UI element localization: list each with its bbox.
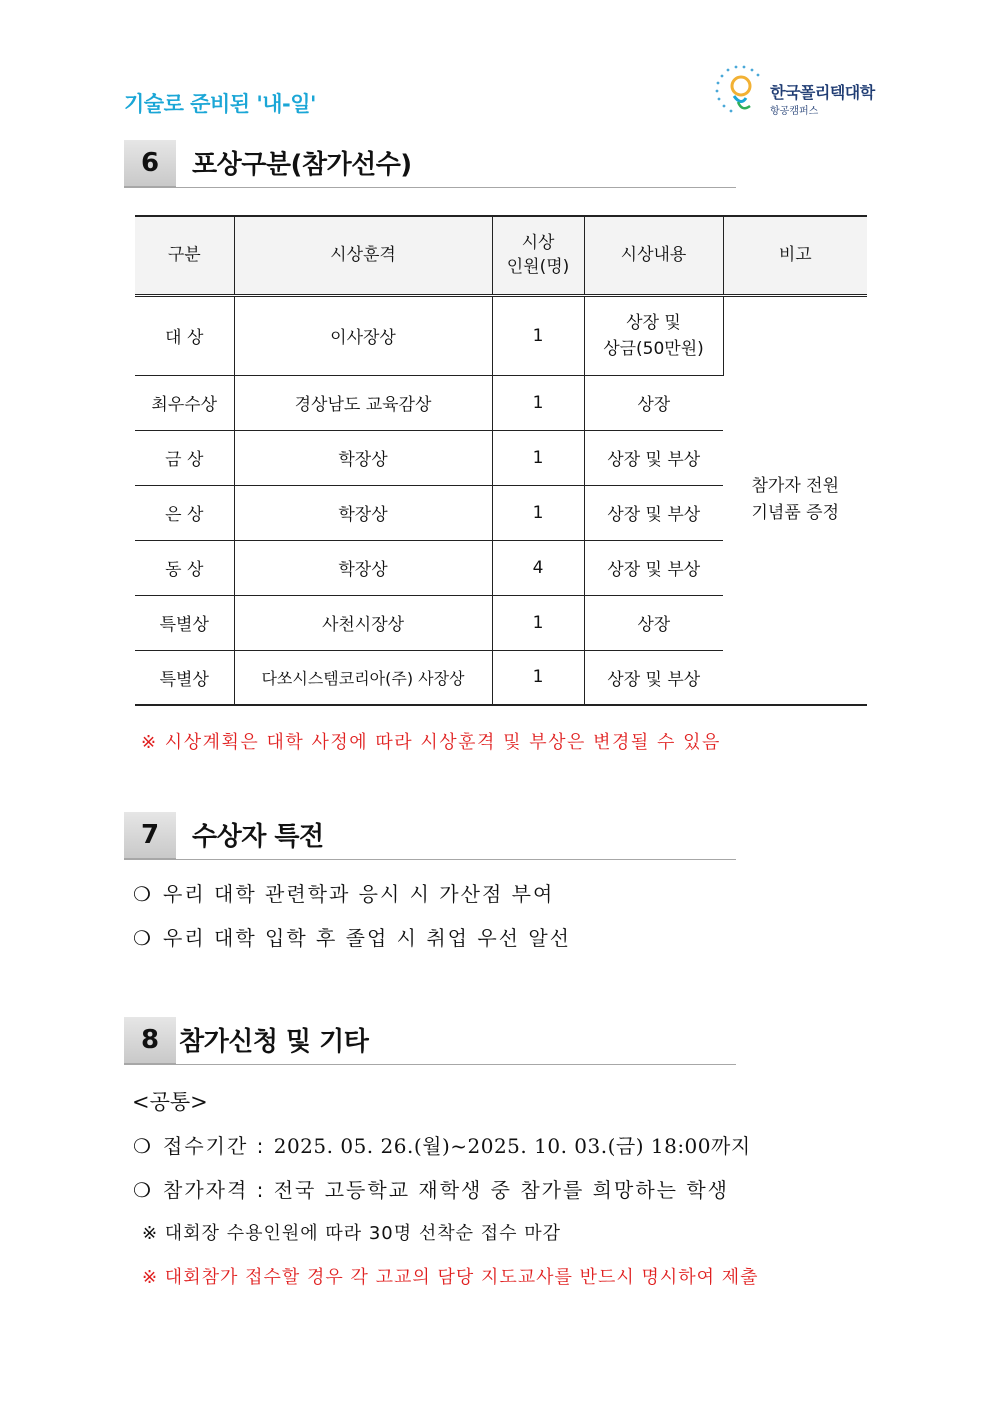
row-honor: 학장상 [234,540,492,595]
row-content: 상장 및 부상 [584,540,723,595]
circle-bullet-icon: ❍ [133,926,151,950]
header-category: 구분 [135,216,234,295]
row-category: 특별상 [135,595,234,650]
row-honor: 이사장상 [234,295,492,375]
section-underline [176,859,736,860]
row-content: 상장 및 부상 [584,430,723,485]
circle-bullet-icon: ❍ [133,1134,151,1158]
row-count: 4 [492,540,584,595]
row-honor: 학장상 [234,485,492,540]
row-count: 1 [492,485,584,540]
row-category: 은 상 [135,485,234,540]
section-number: 7 [124,812,176,860]
row-remark: 참가자 전원 기념품 증정 [723,295,867,705]
row-category: 최우수상 [135,375,234,430]
circle-bullet-icon: ❍ [133,1178,151,1202]
row-content: 상장 및 부상 [584,485,723,540]
college-logo [712,62,882,118]
header-slogan: 기술로 준비된 '내-일' [124,92,316,116]
application-eligibility: ❍ 참가자격 : 전국 고등학교 재학생 중 참가를 희망하는 학생 [133,1178,729,1202]
logo-emblem-icon [712,62,768,118]
benefit-item: ❍ 우리 대학 관련학과 응시 시 가산점 부여 [133,882,555,906]
row-category: 금 상 [135,430,234,485]
row-honor: 학장상 [234,430,492,485]
section-title: 수상자 특전 [192,822,324,852]
logo-campus: 항공캠퍼스 [770,106,819,117]
application-period: ❍ 접수기간 : 2025. 05. 26.(월)~2025. 10. 03.(금) 18:00까지 [133,1134,751,1158]
row-content: 상장 [584,595,723,650]
common-label: <공통> [132,1090,208,1114]
section-7-heading [124,812,736,860]
section-6-heading [124,140,736,188]
row-content: 상장 및 상금(50만원) [584,295,723,375]
row-count: 1 [492,650,584,705]
section-title: 참가신청 및 기타 [179,1027,369,1057]
circle-bullet-icon: ❍ [133,882,151,906]
row-count: 1 [492,375,584,430]
capacity-note: ※ 대회장 수용인원에 따라 30명 선착순 접수 마감 [142,1223,562,1244]
row-count: 1 [492,595,584,650]
header-count: 시상 인원(명) [492,216,584,295]
table-row [135,295,867,375]
table-footnote: ※ 시상계획은 대학 사정에 따라 시상훈격 및 부상은 변경될 수 있음 [141,732,721,753]
section-underline [176,187,736,188]
row-count: 1 [492,295,584,375]
row-category: 동 상 [135,540,234,595]
section-8-heading [124,1017,736,1065]
benefit-item: ❍ 우리 대학 입학 후 졸업 시 취업 우선 알선 [133,926,571,950]
row-count: 1 [492,430,584,485]
row-content: 상장 [584,375,723,430]
header-honor: 시상훈격 [234,216,492,295]
teacher-note: ※ 대회참가 접수할 경우 각 고교의 담당 지도교사를 반드시 명시하여 제출 [142,1267,759,1288]
section-number: 8 [124,1017,176,1065]
award-table [135,215,867,706]
section-number: 6 [124,140,176,188]
logo-name: 한국폴리텍대학 [770,83,875,102]
section-underline [176,1064,736,1065]
row-category: 대 상 [135,295,234,375]
row-category: 특별상 [135,650,234,705]
table-header-row [135,216,867,295]
header-content: 시상내용 [584,216,723,295]
row-honor: 경상남도 교육감상 [234,375,492,430]
header-remark: 비고 [723,216,867,295]
row-honor: 사천시장상 [234,595,492,650]
row-content: 상장 및 부상 [584,650,723,705]
row-honor: 다쏘시스템코리아(주) 사장상 [234,650,492,705]
section-title: 포상구분(참가선수) [192,150,412,180]
